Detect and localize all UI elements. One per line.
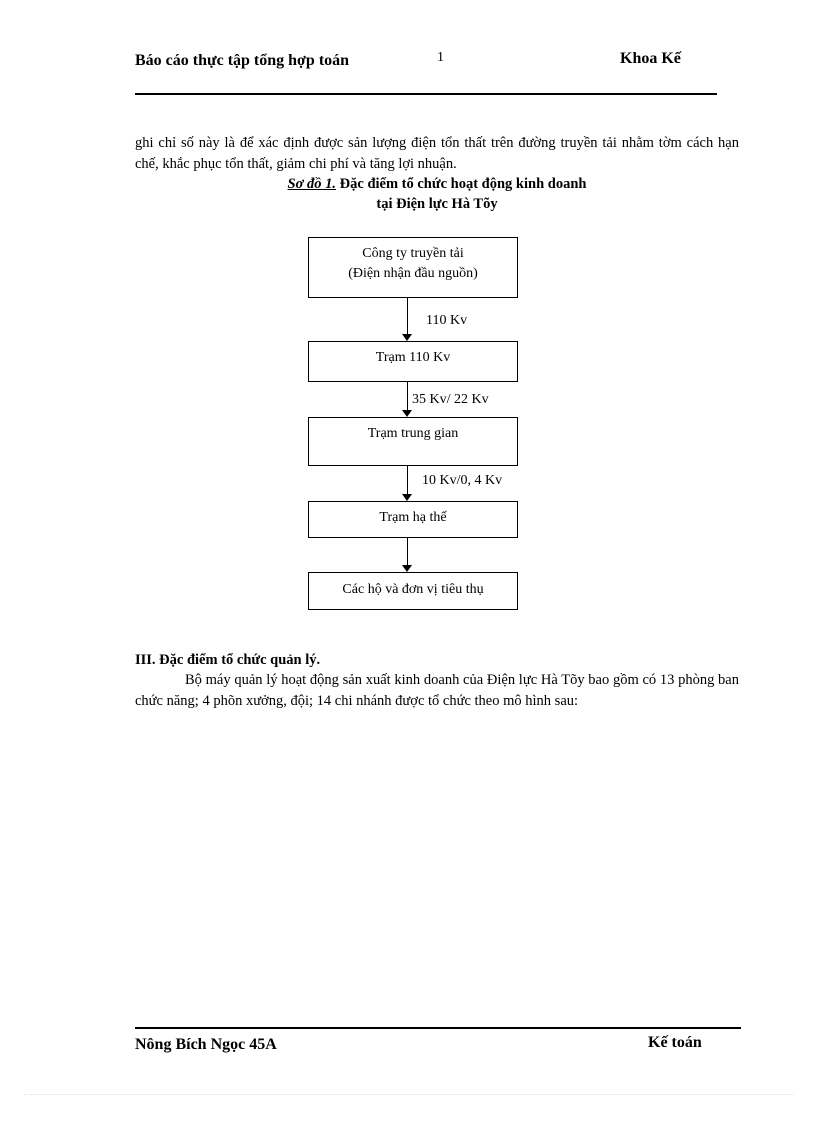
- flow-node-consumers: [308, 572, 518, 610]
- flow-node-text: Công ty truyền tải: [362, 246, 464, 261]
- footer-divider: [135, 1027, 741, 1029]
- flow-node-transmission-company: [308, 237, 518, 298]
- flow-edge-label: 110 Kv: [426, 313, 468, 328]
- flow-node-text: Trạm trung gian: [367, 426, 459, 441]
- header-department: Khoa Kế: [620, 50, 681, 67]
- flow-connector: [407, 382, 408, 410]
- flow-node-intermediate-station: [308, 417, 518, 466]
- arrow-down-icon: [402, 565, 412, 572]
- figure-title-line1: Đặc điểm tổ chức hoạt động kinh doanh: [339, 176, 587, 192]
- arrow-down-icon: [402, 334, 412, 341]
- arrow-down-icon: [402, 410, 412, 417]
- arrow-down-icon: [402, 494, 412, 501]
- page-number: 1: [437, 50, 444, 65]
- flow-edge-label: 35 Kv/ 22 Kv: [412, 392, 489, 407]
- flow-connector: [407, 538, 408, 565]
- figure-caption: [135, 174, 739, 195]
- header-divider: [135, 93, 717, 95]
- header-title: Báo cáo thực tập tổng hợp toán: [135, 52, 350, 69]
- flow-edge-label: 10 Kv/0, 4 Kv: [422, 473, 503, 488]
- flow-node-text: Trạm 110 Kv: [375, 350, 451, 365]
- section-paragraph: Bộ máy quản lý hoạt động sản xuất kinh doanh của Điện lực Hà Tõy bao gồm có 13 phòng ban chức năng; 4 phõn xưởng, đội; 14 chi nhánh được tổ chức theo mô hình sau:: [135, 672, 739, 709]
- intro-paragraph: ghi chỉ số này là để xác định được sản lượng điện tổn thất trên đường truyền tải nhằm tờm cách hạn chế, khắc phục tổn thất, giảm chi phí và tăng lợi nhuận.: [135, 135, 739, 172]
- figure-label: Sơ đồ 1.: [287, 176, 337, 192]
- flow-node-step-down-station: [308, 501, 518, 538]
- flow-node-text: Trạm hạ thế: [379, 510, 447, 525]
- footer-department: Kế toán: [648, 1034, 702, 1051]
- page-edge: [24, 1094, 794, 1095]
- flow-connector: [407, 298, 408, 334]
- flow-node-text: (Điện nhận đầu nguồn): [348, 266, 478, 281]
- section-heading: III. Đặc điểm tổ chức quản lý.: [135, 652, 321, 668]
- flow-node-text: Các hộ và đơn vị tiêu thụ: [342, 582, 484, 597]
- figure-title-line2: tại Điện lực Hà Tõy: [376, 196, 498, 212]
- footer-author: Nông Bích Ngọc 45A: [135, 1036, 277, 1053]
- flow-connector: [407, 466, 408, 494]
- flow-node-110kv-station: [308, 341, 518, 382]
